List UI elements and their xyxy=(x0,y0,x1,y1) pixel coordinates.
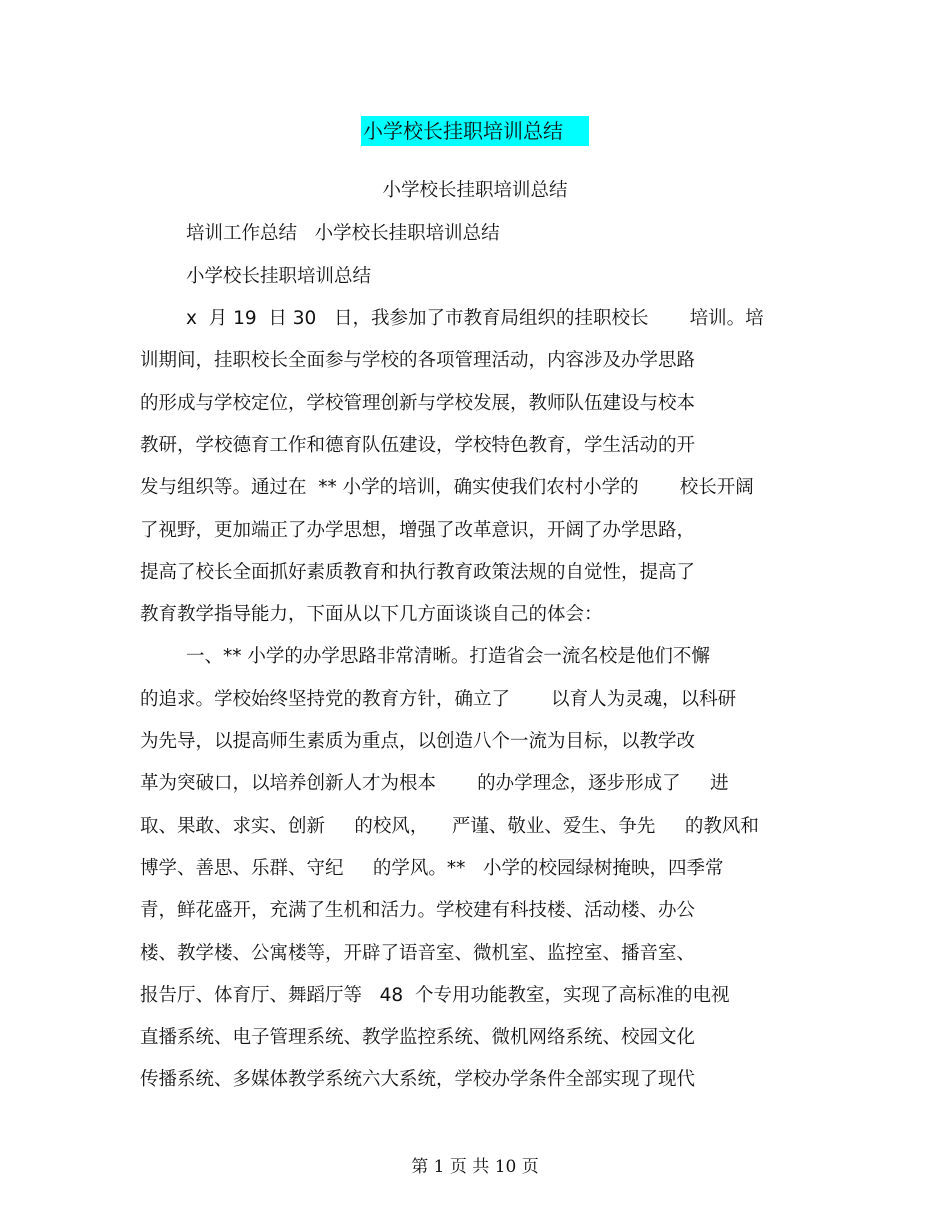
body-line: 报告厅、体育厅、舞蹈厅等 48 个专用功能教室，实现了高标准的电视 xyxy=(140,984,730,1006)
subtitle: 小学校长挂职培训总结 xyxy=(382,180,568,201)
body-line: 革为突破口，以培养创新人才为根本 的办学理念，逐步形成了 进 xyxy=(140,773,729,795)
body-line: 发与组织等。通过在 ** 小学的培训，确实使我们农村小学的 校长开阔 xyxy=(140,477,754,499)
document-title: 小学校长挂职培训总结 xyxy=(361,116,589,146)
body-line: 教育教学指导能力，下面从以下几方面谈谈自己的体会： xyxy=(140,604,603,626)
body-line: 训期间，挂职校长全面参与学校的各项管理活动，内容涉及办学思路 xyxy=(140,350,696,372)
body-line: 青，鲜花盛开，充满了生机和活力。学校建有科技楼、活动楼、办公 xyxy=(140,900,696,922)
body-line: 传播系统、多媒体教学系统六大系统，学校办学条件全部实现了现代 xyxy=(140,1069,696,1091)
body-line: 直播系统、电子管理系统、教学监控系统、微机网络系统、校园文化 xyxy=(140,1027,696,1049)
body-line: 的形成与学校定位，学校管理创新与学校发展，教师队伍建设与校本 xyxy=(140,392,696,414)
body-line: 一、** 小学的办学思路非常清晰。打造省会一流名校是他们不懈 xyxy=(186,646,710,668)
body-line: 的追求。学校始终坚持党的教育方针，确立了 以育人为灵魂，以科研 xyxy=(140,688,737,710)
heading: 小学校长挂职培训总结 xyxy=(186,266,372,287)
page-footer: 第 1 页 共 10 页 xyxy=(411,1157,539,1177)
body-line: 楼、教学楼、公寓楼等，开辟了语音室、微机室、监控室、播音室、 xyxy=(140,942,696,964)
body-line: 了视野，更加端正了办学思想，增强了改革意识，开阔了办学思路， xyxy=(140,519,696,541)
body-line: 教研，学校德育工作和德育队伍建设，学校特色教育，学生活动的开 xyxy=(140,434,696,456)
body-line: 为先导，以提高师生素质为重点，以创造八个一流为目标，以教学改 xyxy=(140,731,696,752)
body-line: 取、果敢、求实、创新 的校风， 严谨、敬业、爱生、争先 的教风和 xyxy=(140,815,759,837)
body-line: 博学、善思、乐群、守纪 的学风。** 小学的校园绿树掩映，四季常 xyxy=(140,857,724,879)
body-line: x 月 19 日 30 日，我参加了市教育局组织的挂职校长 培训。培 xyxy=(186,308,764,329)
body-line: 提高了校长全面抓好素质教育和执行教育政策法规的自觉性，提高了 xyxy=(140,561,696,583)
meta-line: 培训工作总结 小学校长挂职培训总结 xyxy=(186,223,500,244)
